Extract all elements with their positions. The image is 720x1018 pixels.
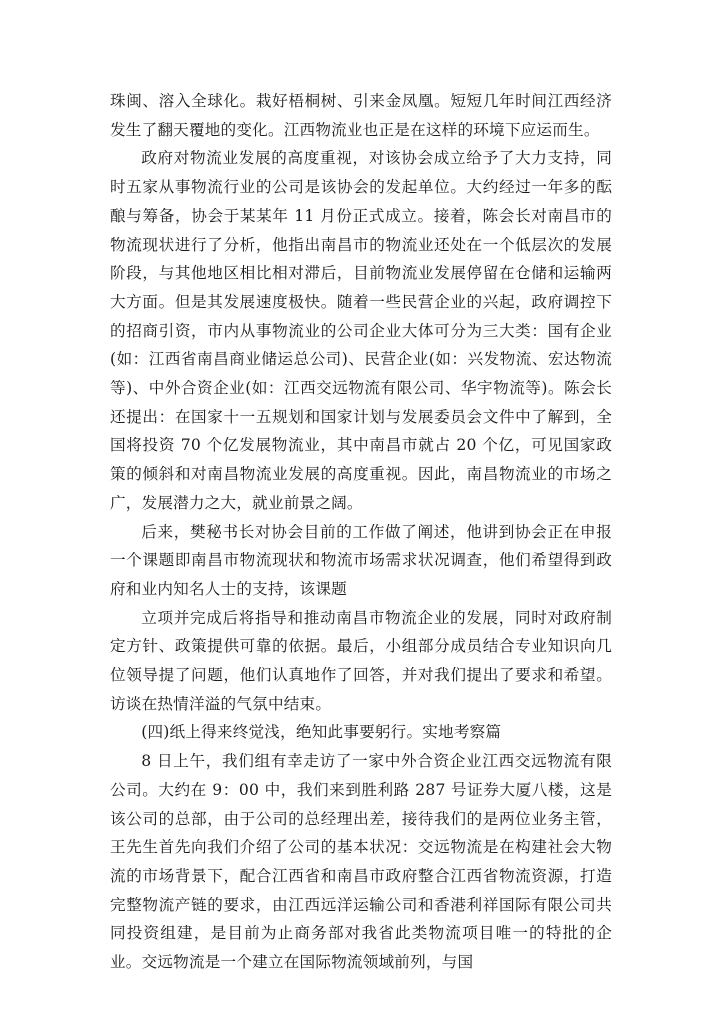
document-body	[110, 87, 612, 977]
paragraph-company-visit: 8 日上午，我们组有幸走访了一家中外合资企业江西交远物流有限公司。大约在 9：00 中，我们来到胜利路 287 号证券大厦八楼，这是该公司的总部，由于公司的总经理出差，接待我们的是两位业务主管，王先生首先向我们介绍了公司的基本状况：交远物流是在构建社会大物流的市场背景下，配合江西省和南昌市政府整合江西省物流资源，打造完整物流产链的要求，由江西远洋运输公司和香港利祥国际有限公司共同投资组建，是目前为止商务部对我省此类物流项目唯一的特批的企业。交远物流是一个建立在国际物流领域前列，与国	[110, 752, 612, 972]
paragraph-government-support: 政府对物流业发展的高度重视，对该协会成立给予了大力支持，同时五家从事物流行业的公司是该协会的发起单位。大约经过一年多的酝酿与筹备，协会于某某年 11 月份正式成立。接着，陈会长对南昌市的物流现状进行了分析，他指出南昌市的物流业还处在一个低层次的发展阶段，与其他地区相比相对滞后，目前物流业发展停留在仓储和运输两大方面。但是其发展速度极快。随着一些民营企业的兴起，政府调控下的招商引资，市内从事物流业的公司企业大体可分为三大类：国有企业(如：江西省南昌商业储运总公司)、民营企业(如：兴发物流、宏达物流等)、中外合资企业(如：江西交远物流有限公司、华宇物流等)。陈会长还提出：在国家十一五规划和国家计划与发展委员会文件中了解到，全国将投资 70 个亿发展物流业，其中南昌市就占 20 个亿，可见国家政策的倾斜和对南昌物流业发展的高度重视。因此，南昌物流业的市场之广，发展潜力之大，就业前景之阔。	[110, 149, 612, 512]
section-heading-field-visit: (四)纸上得来终觉浅，绝知此事要躬行。实地考察篇	[141, 723, 502, 742]
paragraph-opening-continuation: 珠闽、溶入全球化。栽好梧桐树、引来金凤凰。短短几年时间江西经济发生了翻天覆地的变化。江西物流业也正是在这样的环境下应运而生。	[110, 92, 612, 139]
paragraph-project-approval: 立项并完成后将指导和推动南昌市物流企业的发展，同时对政府制定方针、政策提供可靠的依据。最后，小组部分成员结合专业知识向几位领导提了问题，他们认真地作了回答，并对我们提出了要求和希望。访谈在热情洋溢的气氛中结束。	[110, 608, 612, 713]
paragraph-secretary-report: 后来，樊秘书长对协会目前的工作做了阐述，他讲到协会正在申报一个课题即南昌市物流现状和物流市场需求状况调查，他们希望得到政府和业内知名人士的支持，该课题	[110, 522, 612, 598]
